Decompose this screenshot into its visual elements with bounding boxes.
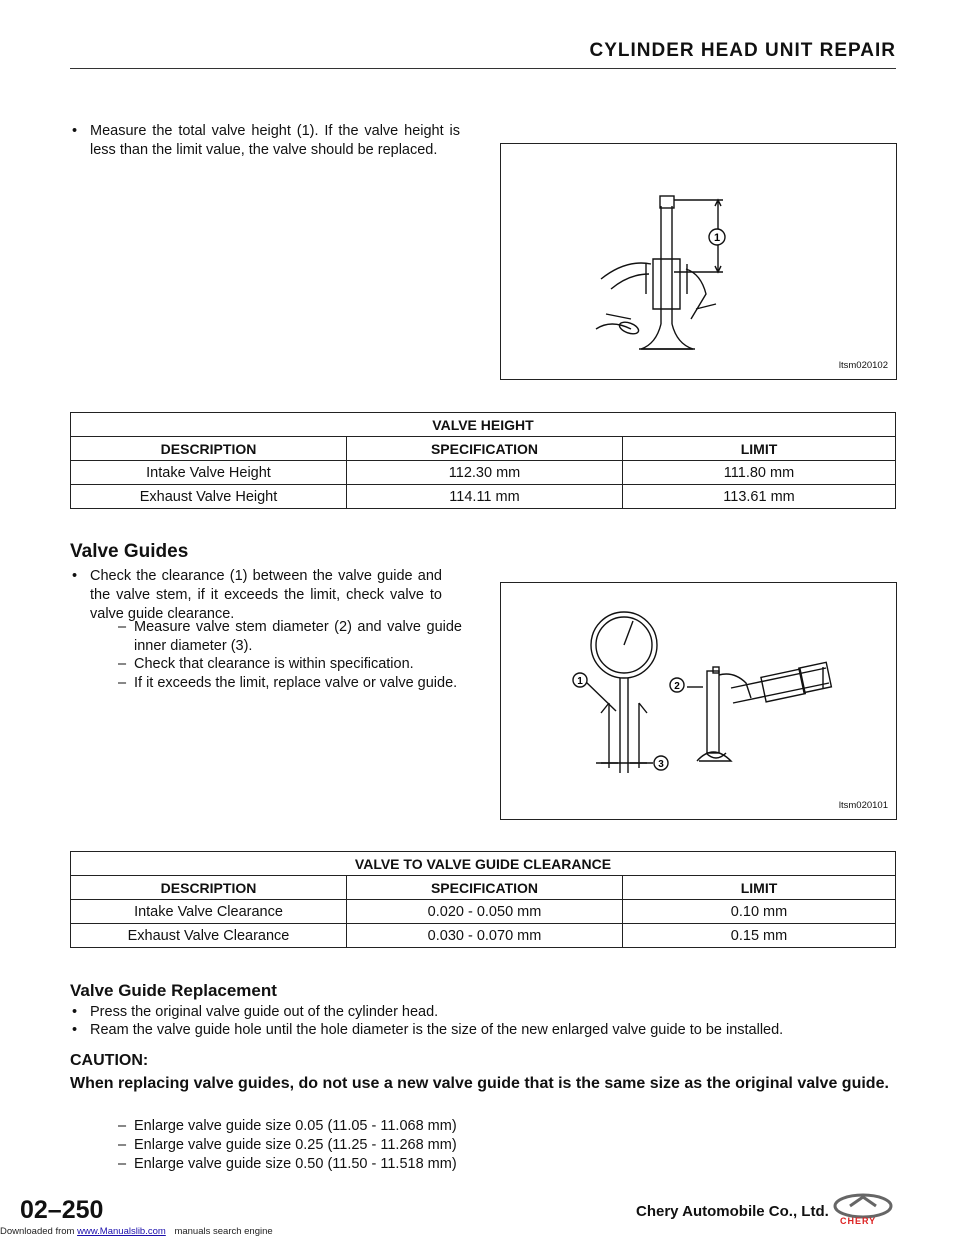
dash-mark: – <box>118 675 127 691</box>
dash-mark: – <box>118 619 127 635</box>
figure-valve-guide-clearance <box>500 582 897 820</box>
bullet-icon: • <box>72 1004 78 1020</box>
table-cell: Intake Valve Height <box>71 461 347 485</box>
company-name: Chery Automobile Co., Ltd. <box>636 1203 829 1220</box>
bullet-icon: • <box>72 1022 78 1038</box>
manualslib-link[interactable]: www.Manualslib.com <box>77 1226 166 1237</box>
caution-label: CAUTION: <box>70 1052 149 1069</box>
download-footer <box>0 1226 273 1237</box>
page-number: 02–250 <box>20 1196 104 1224</box>
intro-bullet-text: Measure the total valve height (1). If the valve height is less than the limit value, the valve should be replaced. <box>90 123 460 158</box>
table-cell: Intake Valve Clearance <box>71 900 347 924</box>
table-cell: 0.10 mm <box>623 900 896 924</box>
table-cell: 112.30 mm <box>347 461 623 485</box>
dash-text: Check that clearance is within specification. <box>134 656 414 672</box>
header-divider <box>70 68 896 69</box>
column-header: SPECIFICATION <box>347 437 623 461</box>
dash-mark: – <box>118 1137 127 1153</box>
column-header: DESCRIPTION <box>71 876 347 900</box>
table-cell: 0.15 mm <box>623 924 896 948</box>
callout-3: 3 <box>658 759 664 770</box>
dash-mark: – <box>118 1156 127 1172</box>
table-cell: Exhaust Valve Height <box>71 485 347 509</box>
valve-height-illustration <box>501 144 896 379</box>
replacement-bullet <box>72 1021 896 1041</box>
dash-text: Enlarge valve guide size 0.50 (11.50 - 11.518 mm) <box>134 1156 457 1172</box>
column-header: LIMIT <box>623 437 896 461</box>
column-header: DESCRIPTION <box>71 437 347 461</box>
section-title-valve-guide-replacement: Valve Guide Replacement <box>70 981 277 1000</box>
dash-text: If it exceeds the limit, replace valve or valve guide. <box>134 675 458 691</box>
intro-bullet <box>72 122 462 182</box>
caution-text: When replacing valve guides, do not use a new valve guide that is the same size as the original valve guide. <box>70 1075 889 1092</box>
dash-mark: – <box>118 656 127 672</box>
dash-text: Measure valve stem diameter (2) and valve guide inner diameter (3). <box>134 619 462 654</box>
table-cell: 113.61 mm <box>623 485 896 509</box>
dash-text: Enlarge valve guide size 0.25 (11.25 - 11.268 mm) <box>134 1137 457 1153</box>
table-cell: 111.80 mm <box>623 461 896 485</box>
table-cell: 0.020 - 0.050 mm <box>347 900 623 924</box>
table-cell: 114.11 mm <box>347 485 623 509</box>
callout-2: 2 <box>674 681 680 692</box>
table-cell: Exhaust Valve Clearance <box>71 924 347 948</box>
table-title: VALVE HEIGHT <box>71 413 896 437</box>
replacement-bullet-text: Ream the valve guide hole until the hole diameter is the size of the new enlarged valve guide to be installed. <box>90 1022 784 1038</box>
footer-tail-text: manuals search engine <box>174 1226 273 1237</box>
table-row <box>71 461 896 485</box>
table-cell: 0.030 - 0.070 mm <box>347 924 623 948</box>
column-header: LIMIT <box>623 876 896 900</box>
figure-valve-height <box>500 143 897 380</box>
footer-text: Downloaded from <box>0 1226 75 1237</box>
section-title-valve-guides: Valve Guides <box>70 541 189 562</box>
table-row <box>71 900 896 924</box>
figure-id: ltsm020101 <box>838 800 888 811</box>
logo-text: CHERY <box>840 1216 877 1226</box>
table-title: VALVE TO VALVE GUIDE CLEARANCE <box>71 852 896 876</box>
clearance-measurement-illustration <box>501 583 896 819</box>
table-row <box>71 485 896 509</box>
dash-mark: – <box>118 1118 127 1134</box>
callout-1: 1 <box>577 676 583 687</box>
figure-id: ltsm020102 <box>838 360 888 371</box>
valve-height-table <box>70 412 896 509</box>
bullet-icon: • <box>72 568 78 584</box>
dash-text: Enlarge valve guide size 0.05 (11.05 - 11.068 mm) <box>134 1118 457 1134</box>
replacement-bullet-text: Press the original valve guide out of the cylinder head. <box>90 1004 439 1020</box>
bullet-icon: • <box>72 123 78 139</box>
valve-guide-clearance-table <box>70 851 896 948</box>
page-header-title: CYLINDER HEAD UNIT REPAIR <box>589 40 896 61</box>
table-row <box>71 924 896 948</box>
replacement-bullet <box>72 1003 896 1023</box>
column-header: SPECIFICATION <box>347 876 623 900</box>
chery-logo <box>832 1193 894 1227</box>
callout-1: 1 <box>713 232 721 244</box>
valve-guides-bullet-text: Check the clearance (1) between the valve guide and the valve stem, if it exceeds the limit, check valve to valve guide clearance. <box>90 568 442 622</box>
